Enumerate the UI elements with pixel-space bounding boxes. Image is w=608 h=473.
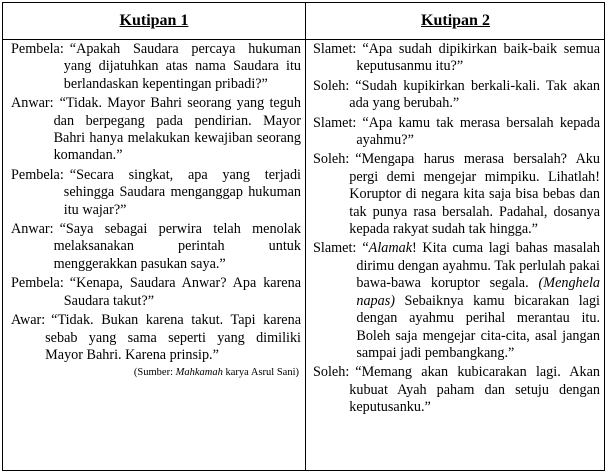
dialog-entry <box>313 364 600 416</box>
source-title: Mahkamah <box>175 367 223 379</box>
dialog-text <box>356 41 600 76</box>
dialog-entry <box>313 115 600 150</box>
speaker: Soleh: <box>313 364 350 381</box>
dialog-text-italic: Alamak <box>368 240 413 257</box>
dialog-text-content: “Secara singkat, apa yang terjadi sehingga Saudara menganggap hukuman itu wajar?” <box>63 166 301 218</box>
speaker: Soleh: <box>313 77 350 94</box>
dialog-entry <box>11 312 301 364</box>
header-kutipan-2 <box>306 3 605 40</box>
dialog-entry <box>11 41 301 93</box>
dialog-text-part: “ <box>362 240 369 257</box>
dialog-text-content: “Mengapa harus merasa bersalah? Aku pergi demi mengejar mimpiku. Lihatlah! Koruptor di negara kita saja bisa bebas dan tak punya rasa bersalah. Padahal, dosanya kepada rakyat sudah tak hingga.” <box>349 151 600 238</box>
speaker: Pembela: <box>11 166 64 183</box>
column-divider <box>305 3 306 470</box>
dialog-text <box>64 275 301 310</box>
dialog-text-part: Sebaiknya kamu bicarakan lagi dengan ayahmu perihal merantau itu. Boleh saja mengejar cita-cita, asal jangan sampai jadi pembangkang.” <box>356 292 600 361</box>
source-citation <box>11 364 301 381</box>
kutipan-2-column <box>313 39 600 417</box>
dialog-text <box>349 364 600 416</box>
speaker: Pembela: <box>11 275 64 292</box>
dialog-entry <box>11 221 301 273</box>
header-kutipan-1 <box>3 3 305 40</box>
dialog-text <box>45 312 301 364</box>
dialog-text <box>356 240 600 362</box>
dialog-text <box>54 221 301 273</box>
speaker: Awar: <box>11 312 46 329</box>
dialog-text <box>54 95 301 165</box>
dialog-text-content: “Sudah kupikirkan berkali-kali. Tak akan ada yang berubah.” <box>349 77 600 112</box>
dialog-entry <box>313 41 600 76</box>
speaker: Pembela: <box>11 41 64 57</box>
header-kutipan-2-text: Kutipan 2 <box>421 12 490 29</box>
dialog-text-content: “Tidak. Bukan karena takut. Tapi karena sebab yang sama seperti yang dimiliki Mayor Bahri. Karena prinsip.” <box>45 312 301 363</box>
dialog-text-content: “Saya sebagai perwira telah menolak melaksanakan perintah untuk menggerakkan pasukan saya.” <box>53 221 301 272</box>
dialog-entry <box>313 78 600 113</box>
speaker: Slamet: <box>313 41 357 57</box>
source-prefix: (Sumber: <box>133 367 176 379</box>
dialog-text <box>349 151 600 238</box>
speaker: Slamet: <box>313 240 357 257</box>
dialog-text <box>356 115 600 150</box>
dialog-text <box>64 167 301 219</box>
dialog-entry <box>11 275 301 310</box>
header-kutipan-1-text: Kutipan 1 <box>119 12 189 29</box>
dialog-text-content: “Apa kamu tak merasa bersalah kepada ayahmu?” <box>356 114 600 149</box>
speaker: Anwar: <box>11 221 54 238</box>
dialog-entry <box>313 151 600 238</box>
speaker: Soleh: <box>313 151 350 168</box>
dialog-entry <box>313 240 600 362</box>
stage-direction: (Menghela napas) <box>356 275 600 309</box>
dialog-text-content: “Kenapa, Saudara Anwar? Apa karena Saudara takut?” <box>63 275 301 309</box>
dialog-text-content: “Apa sudah dipikirkan baik-baik semua keputusanmu itu?” <box>356 41 600 75</box>
speaker: Anwar: <box>11 95 54 112</box>
dialog-text-content: “Tidak. Mayor Bahri seorang yang teguh dan berpegang pada pendirian. Mayor Bahri hanya melakukan kewajiban seorang komandan.” <box>53 95 301 164</box>
kutipan-1-column <box>11 39 301 382</box>
dialog-text <box>64 41 301 93</box>
dialog-text-part: ! Kita cuma lagi bahas masalah dirimu dengan ayahmu. Tak perlulah pakai bawa-bawa koruptor segala. <box>356 240 600 292</box>
speaker: Slamet: <box>313 114 357 131</box>
dialog-text-content <box>356 240 600 360</box>
dialog-text <box>349 78 600 113</box>
dialog-entry <box>11 167 301 219</box>
dialog-text-content: “Apakah Saudara percaya hukuman yang dijatuhkan atas nama Saudara itu berlandaskan kepentingan pribadi?” <box>63 41 301 92</box>
source-suffix: karya Asrul Sani) <box>222 367 299 379</box>
dialog-text-content: “Memang akan kubicarakan lagi. Akan kubuat Ayah paham dan setuju dengan keputusanku.” <box>349 364 600 416</box>
quote-table <box>2 2 605 471</box>
dialog-entry <box>11 95 301 165</box>
